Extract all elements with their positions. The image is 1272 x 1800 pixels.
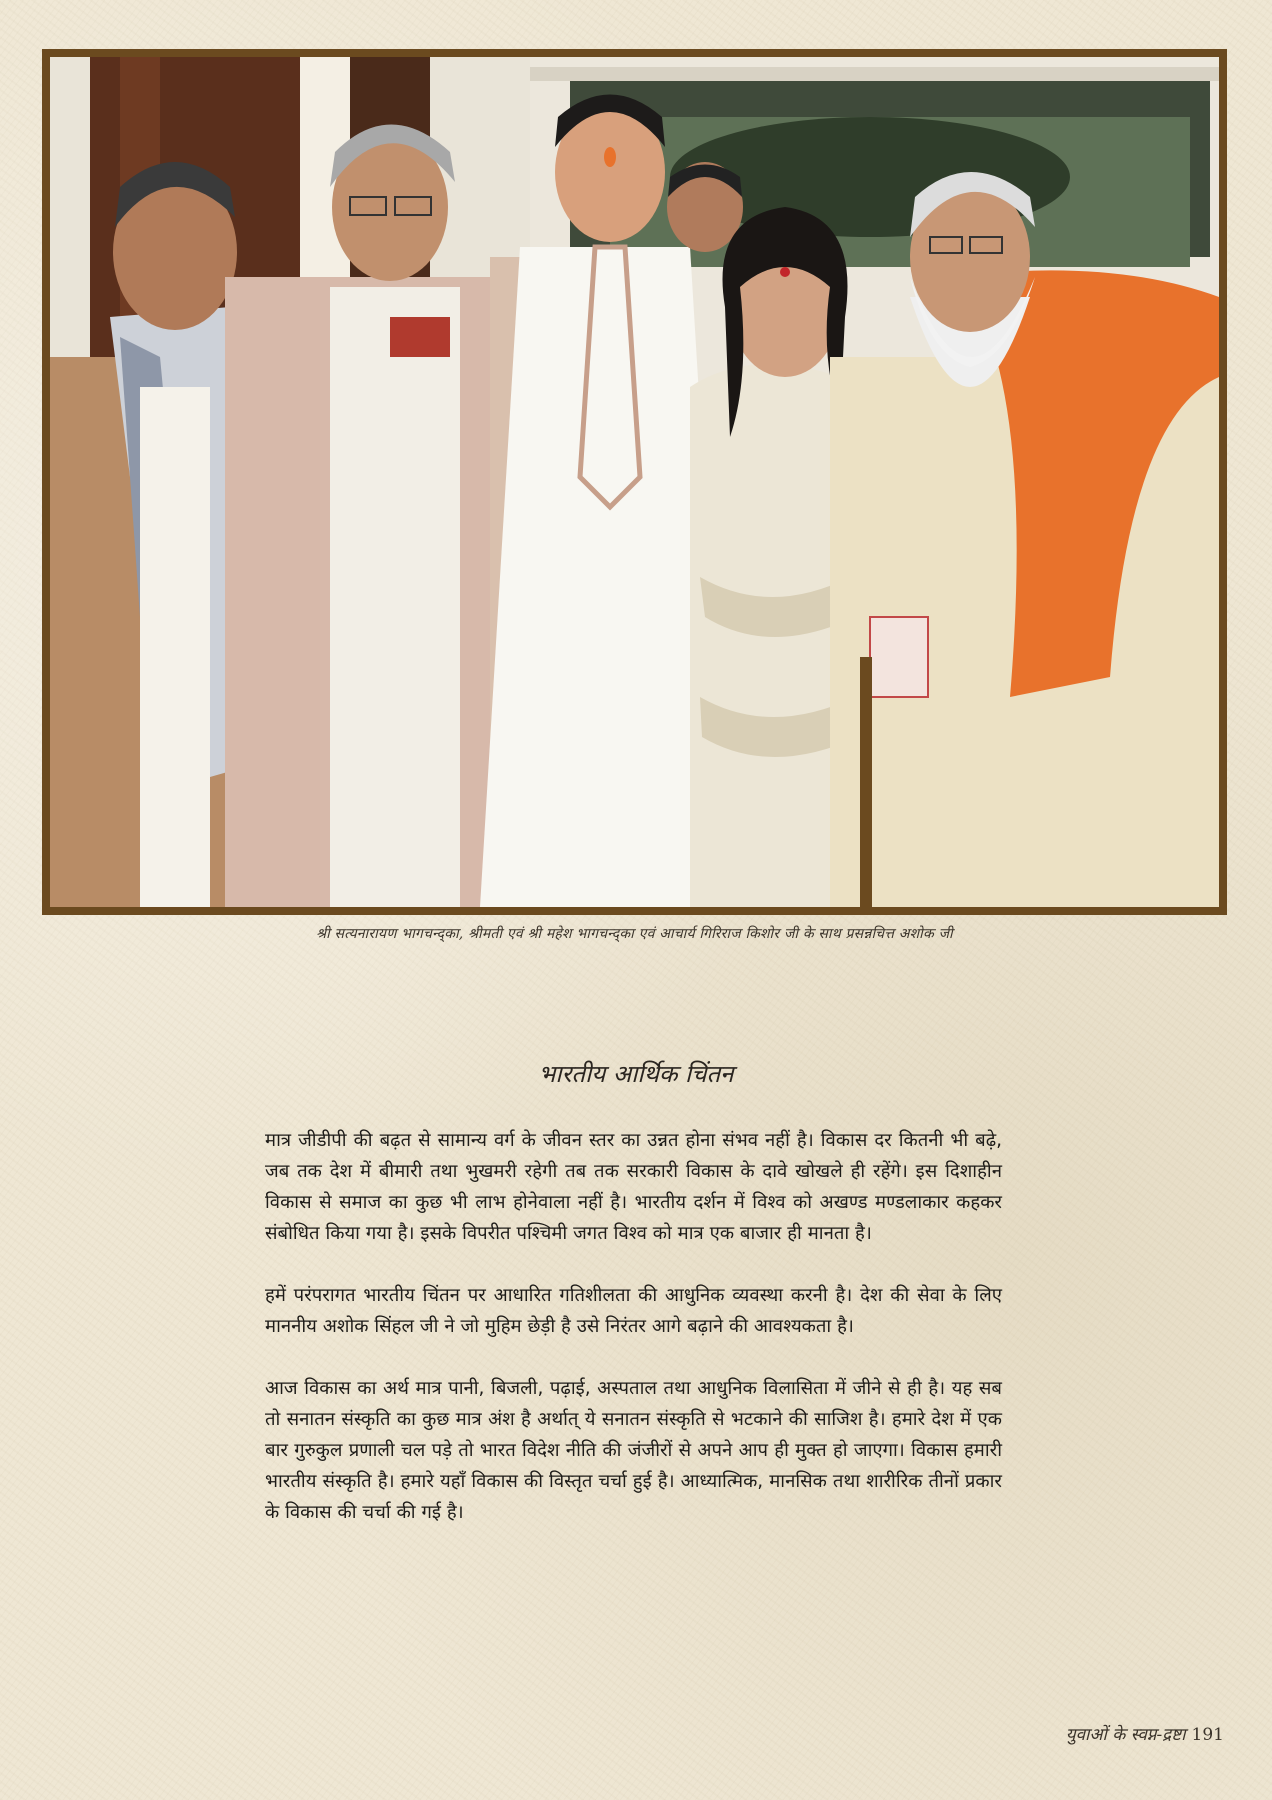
article-body <box>265 1125 1002 1559</box>
section-heading: भारतीय आर्थिक चिंतन <box>538 1060 734 1088</box>
group-photo-illustration <box>50 57 1219 907</box>
paragraph: मात्र जीडीपी की बढ़त से सामान्य वर्ग के जीवन स्तर का उन्नत होना संभव नहीं है। विकास दर कितनी भी बढ़े, जब तक देश में बीमारी तथा भुखमरी रहेगी तब तक सरकारी विकास के दावे खोखले ही रहेंगे। इस दिशाहीन विकास से समाज का कुछ भी लाभ होनेवाला नहीं है। भारतीय दर्शन में विश्व को अखण्ड मण्डलाकार कहकर संबोधित किया गया है। इसके विपरीत पश्चिमी जगत विश्व को मात्र एक बाजार ही मानता है। <box>265 1130 1002 1244</box>
paragraph: हमें परंपरागत भारतीय चिंतन पर आधारित गतिशीलता की आधुनिक व्यवस्था करनी है। देश की सेवा के लिए माननीय अशोक सिंहल जी ने जो मुहिम छेड़ी है उसे निरंतर आगे बढ़ाने की आवश्यकता है। <box>265 1285 1002 1337</box>
book-title: युवाओं के स्वप्न-द्रष्टा <box>1065 1725 1186 1745</box>
photo-caption: श्री सत्यनारायण भागचन्द्का, श्रीमती एवं श्री महेश भागचन्द्का एवं आचार्य गिरिराज किशोर जी के साथ प्रसन्नचित्त अशोक जी <box>316 926 953 942</box>
group-photo <box>42 49 1227 915</box>
paragraph: आज विकास का अर्थ मात्र पानी, बिजली, पढ़ाई, अस्पताल तथा आधुनिक विलासिता में जीने से ही है। यह सब तो सनातन संस्कृति का कुछ मात्र अंश है अर्थात् ये सनातन संस्कृति से भटकाने की साजिश है। हमारे देश में एक बार गुरुकुल प्रणाली चल पड़े तो भारत विदेश नीति की जंजीरों से अपने आप ही मुक्त हो जाएगा। विकास हमारी भारतीय संस्कृति है। हमारे यहाँ विकास की विस्तृत चर्चा हुई है। आध्यात्मिक, मानसिक तथा शारीरिक तीनों प्रकार के विकास की चर्चा की गई है। <box>265 1378 1002 1523</box>
page-number: 191 <box>1191 1725 1224 1745</box>
page-footer <box>1066 1722 1224 1745</box>
